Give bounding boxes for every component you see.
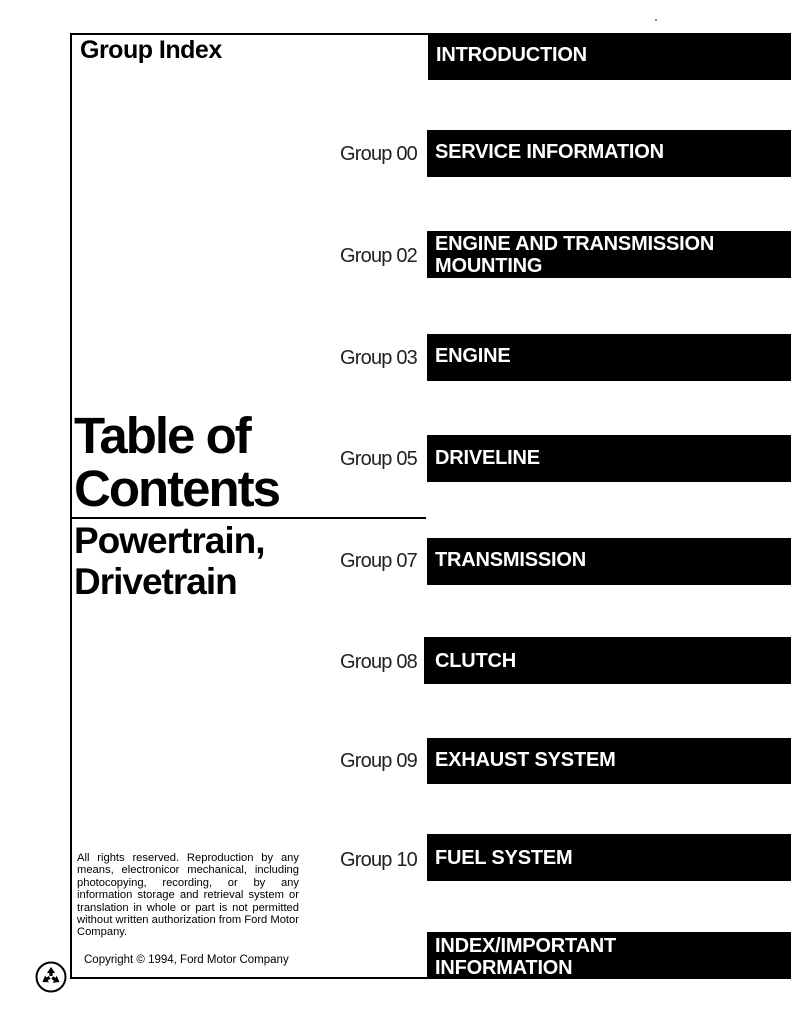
frame-bottom-border [70,977,428,979]
group-number-label: Group 10 [340,849,417,871]
tab-driveline[interactable] [427,435,791,482]
tab-clutch[interactable] [424,637,791,684]
tab-transmission[interactable] [427,538,791,585]
tab-label-line2: MOUNTING [435,255,543,277]
tab-introduction[interactable] [428,33,791,80]
tab-label: CLUTCH [435,650,517,672]
tab-engine-transmission-mounting[interactable] [427,231,791,278]
tab-engine[interactable] [427,334,791,381]
group-number-label: Group 00 [340,143,417,165]
group-number-label: Group 09 [340,750,417,772]
tab-label: DRIVELINE [435,447,540,469]
rights-notice: All rights reserved. Reproduction by any means, electronicor mechanical, including photocopying, recording, or by any information storage and retrieval system or translation in whole or part is not permitted without written authorization from Ford Motor Company. [77,852,299,939]
recycle-icon [35,961,67,993]
tab-label-line1: ENGINE AND TRANSMISSION [435,233,715,255]
page-title-line1: Table of [74,407,250,464]
group-index-heading: Group Index [80,36,222,64]
tab-label: FUEL SYSTEM [435,847,573,869]
tab-label: ENGINE [435,345,511,367]
group-number-label: Group 07 [340,550,417,572]
scan-speck [655,19,657,21]
frame-top-border [70,33,428,35]
tab-label: TRANSMISSION [435,549,586,571]
tab-label-line1: INDEX/IMPORTANT [435,935,617,957]
copyright-notice: Copyright © 1994, Ford Motor Company [84,954,289,966]
group-number-label: Group 02 [340,245,417,267]
tab-index-important-information[interactable] [427,932,791,979]
tab-label: SERVICE INFORMATION [435,141,664,163]
tab-label: EXHAUST SYSTEM [435,749,616,771]
page-title [74,409,279,515]
tab-service-information[interactable] [427,130,791,177]
page-title-line2: Contents [74,460,279,517]
frame-left-border [70,33,72,978]
tab-label: INTRODUCTION [436,44,587,66]
tab-label-line2: INFORMATION [435,957,573,979]
group-number-label: Group 03 [340,347,417,369]
group-number-label: Group 08 [340,651,417,673]
tab-exhaust-system[interactable] [427,738,791,784]
page-subtitle-line1: Powertrain, [74,520,265,561]
page-subtitle [74,520,265,602]
title-divider [70,517,426,519]
group-number-label: Group 05 [340,448,417,470]
tab-fuel-system[interactable] [427,834,791,881]
page-subtitle-line2: Drivetrain [74,561,237,602]
